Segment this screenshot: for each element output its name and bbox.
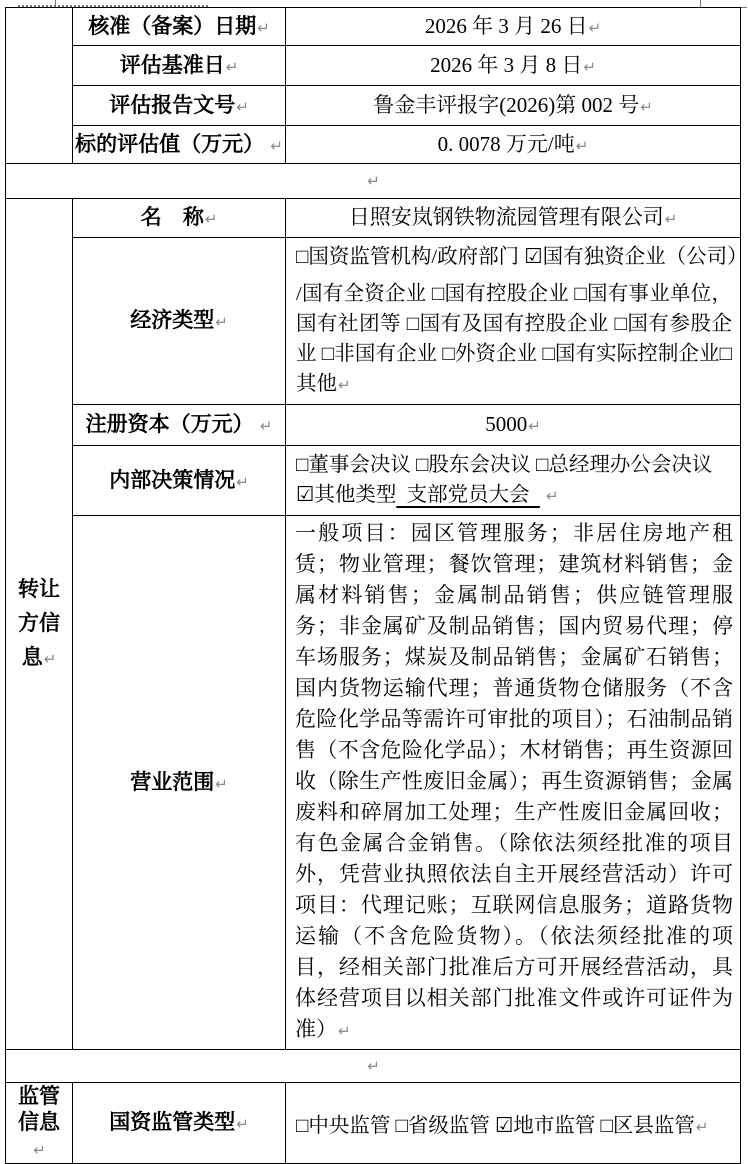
valuation-base-date-value-cell xyxy=(286,46,741,86)
internal-decision-value-cell xyxy=(286,446,741,516)
paragraph-mark-icon: ↵ xyxy=(338,1022,351,1040)
business-scope-value-cell xyxy=(286,516,741,1050)
approval-date-label: 核准（备案）日期 xyxy=(88,13,257,38)
supervision-section-label: 监管信息 xyxy=(18,1084,60,1134)
economic-type-options-line2 xyxy=(296,279,732,400)
company-name-label: 名 称 xyxy=(140,205,204,230)
supervision-type-row xyxy=(6,1083,741,1164)
economic-type-options-line1: □国资监管机构/政府部门 ☑国有独资企业（公司） xyxy=(296,246,748,268)
internal-decision-other-fill-in: 支部党员大会 xyxy=(396,484,540,506)
registered-capital-row xyxy=(6,405,741,446)
registered-capital-value-cell xyxy=(286,405,741,446)
target-valuation-value: 0. 0078 万元/吨 xyxy=(437,131,575,156)
valuation-report-number-value: 鲁金丰评报字(2026)第 002 号 xyxy=(373,92,640,117)
supervision-type-label: 国资监管类型 xyxy=(109,1110,236,1135)
paragraph-mark-icon: ↵ xyxy=(664,210,678,229)
valuation-base-date-row xyxy=(6,46,741,86)
internal-decision-row xyxy=(6,446,741,516)
internal-decision-options-line2 xyxy=(296,480,732,511)
valuation-report-number-row xyxy=(6,86,741,126)
economic-type-label-cell xyxy=(73,238,286,405)
paragraph-mark-icon: ↵ xyxy=(204,210,218,229)
supervision-type-label-cell xyxy=(73,1083,286,1164)
supervision-type-options: □中央监管 □省级监管 ☑地市监管 □区县监管 xyxy=(296,1115,695,1137)
internal-decision-label: 内部决策情况 xyxy=(109,467,236,492)
paragraph-mark-icon: ↵ xyxy=(270,136,283,155)
registered-capital-value: 5000 xyxy=(485,412,528,437)
paragraph-mark-icon: ↵ xyxy=(259,417,273,436)
target-valuation-label-cell xyxy=(73,126,286,164)
spacer-row xyxy=(6,164,741,199)
registered-capital-label-cell xyxy=(73,405,286,446)
valuation-report-number-value-cell xyxy=(286,86,741,126)
economic-type-row xyxy=(6,238,741,405)
paragraph-mark-icon: ↵ xyxy=(546,487,559,505)
valuation-report-number-label: 评估报告文号 xyxy=(109,92,236,117)
approval-date-row xyxy=(6,8,741,46)
supervision-type-value-cell xyxy=(286,1083,741,1164)
company-name-row xyxy=(6,199,741,238)
target-valuation-row xyxy=(6,126,741,164)
business-scope-text-block xyxy=(295,518,733,1047)
business-scope-label: 营业范围 xyxy=(130,769,215,794)
paragraph-mark-icon: ↵ xyxy=(257,18,270,37)
business-scope-text: 一般项目：园区管理服务；非居住房地产租赁；物业管理；餐饮管理；建筑材料销售；金属材料销售；金属制品销售；供应链管理服务；非金属矿及制品销售；国内贸易代理；停车场服务；煤炭及制品销售；金属矿石销售；国内货物运输代理；普通货物仓储服务（不含危险化学品等需许可审批的项目）；石油制品销售（不含危险化学品）；木材销售；再生资源回收（除生产性废旧金属）；再生资源销售；金属废料和碎屑加工处理；生产性废旧金属回收；有色金属合金销售。（除依法须经批准的项目外，凭营业执照依法自主开展经营活动）许可项目：代理记账；互联网信息服务；道路货物运输（不含危险货物）。（依法须经批准的项目，经相关部门批准后方可开展经营活动，具体经营项目以相关部门批准文件或许可证件为准） xyxy=(295,521,733,1041)
transferor-section-label: 转让方信息 xyxy=(18,577,60,669)
paragraph-mark-icon: ↵ xyxy=(367,1056,380,1075)
paragraph-mark-icon: ↵ xyxy=(236,472,249,491)
transferor-section-label-cell xyxy=(6,199,73,1050)
internal-decision-options-line1: □董事会决议 □股东会决议 □总经理办公会决议 xyxy=(296,454,713,476)
paragraph-mark-icon: ↵ xyxy=(236,97,249,116)
approval-date-value-cell xyxy=(286,8,741,46)
approval-date-label-cell xyxy=(73,8,286,46)
business-scope-row xyxy=(6,516,741,1050)
paragraph-mark-icon: ↵ xyxy=(367,171,380,190)
valuation-report-number-label-cell xyxy=(73,86,286,126)
target-valuation-value-cell xyxy=(286,126,741,164)
paragraph-mark-icon: ↵ xyxy=(338,376,351,394)
paragraph-mark-icon: ↵ xyxy=(588,18,602,37)
economic-type-value-cell xyxy=(286,238,748,405)
internal-decision-label-cell xyxy=(73,446,286,516)
paragraph-mark-icon: ↵ xyxy=(528,417,541,436)
economic-type-options-line2-text: /国有全资企业 □国有控股企业 □国有事业单位，国有社团等 □国有及国有控股企业 □国有参股企业 □非国有企业 □外资企业 □国有实际控制企业□其他 xyxy=(296,283,732,395)
paragraph-mark-icon: ↵ xyxy=(215,774,228,793)
economic-type-label: 经济类型 xyxy=(130,308,215,333)
business-scope-label-cell xyxy=(73,516,286,1050)
empty-paragraph-cell xyxy=(6,1050,741,1083)
paragraph-mark-icon: ↵ xyxy=(640,97,653,116)
supervision-section-label-cell xyxy=(6,1083,73,1164)
company-name-value-cell xyxy=(286,199,741,238)
paragraph-mark-icon: ↵ xyxy=(33,1141,46,1159)
page-margin-tick xyxy=(55,0,56,6)
valuation-base-date-value: 2026 年 3 月 8 日 xyxy=(430,52,583,77)
paragraph-mark-icon: ↵ xyxy=(43,650,57,668)
internal-decision-other-checkbox: ☑其他类型 xyxy=(296,484,397,506)
spacer-row xyxy=(6,1050,741,1083)
top-section-side-cell xyxy=(6,8,73,164)
listing-form-table xyxy=(5,7,748,1164)
company-name-label-cell xyxy=(73,199,286,238)
company-name-value: 日照安岚钢铁物流园管理有限公司 xyxy=(348,205,664,230)
valuation-base-date-label: 评估基准日 xyxy=(119,52,225,77)
paragraph-mark-icon: ↵ xyxy=(236,1115,249,1134)
paragraph-mark-icon: ↵ xyxy=(215,313,228,332)
approval-date-value: 2026 年 3 月 26 日 xyxy=(424,13,588,38)
paragraph-mark-icon: ↵ xyxy=(695,1118,709,1136)
paragraph-mark-icon: ↵ xyxy=(225,57,239,76)
paragraph-mark-icon: ↵ xyxy=(583,57,596,76)
paragraph-mark-icon: ↵ xyxy=(575,136,589,155)
valuation-base-date-label-cell xyxy=(73,46,286,86)
registered-capital-label: 注册资本（万元） xyxy=(85,412,254,437)
target-valuation-label: 标的评估值（万元） xyxy=(75,131,265,156)
empty-paragraph-cell xyxy=(6,164,741,199)
